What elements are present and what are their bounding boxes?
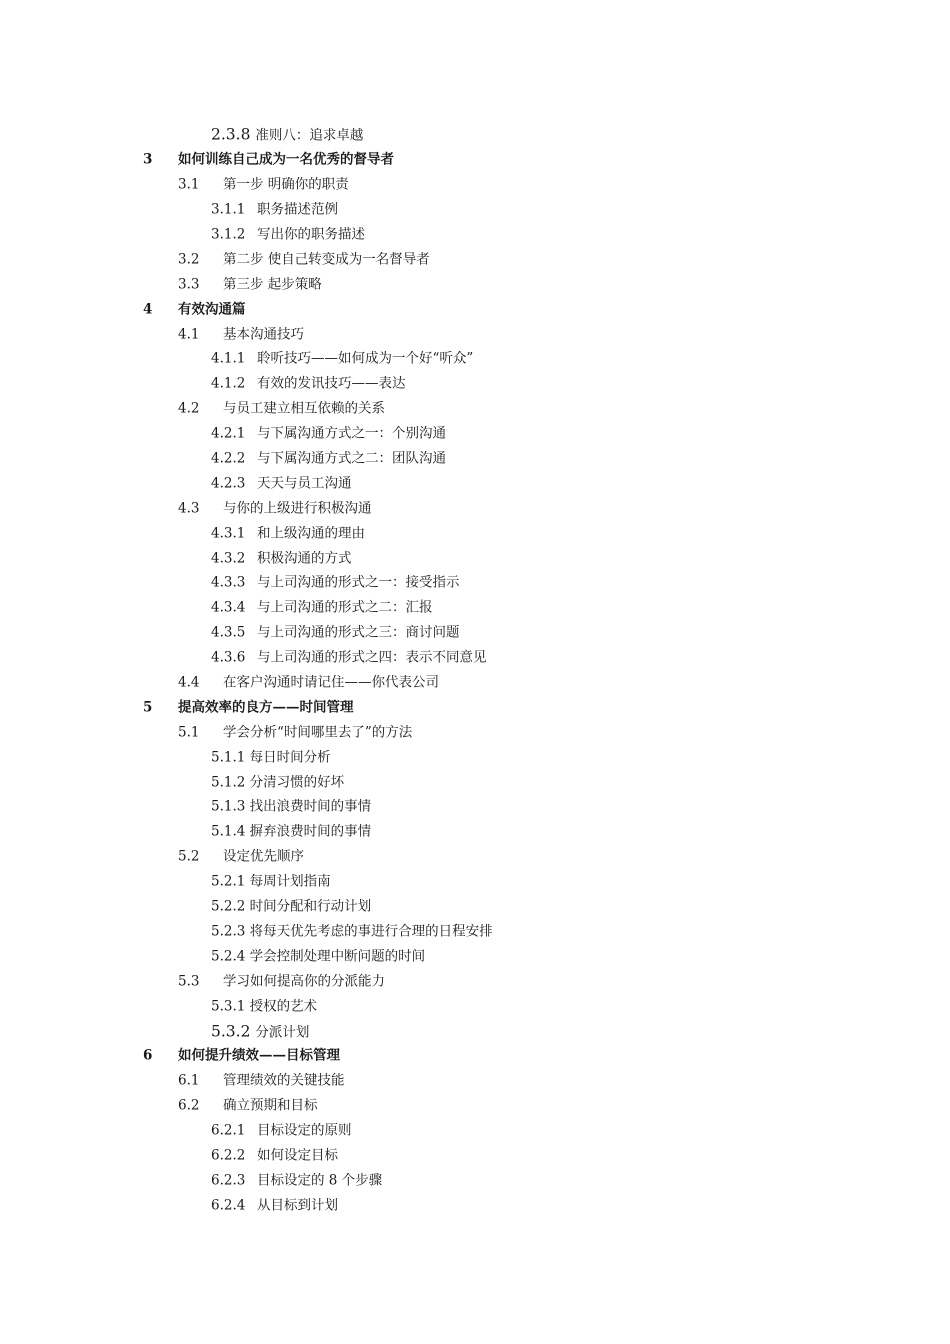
toc-entry-number: 6.2 <box>178 1097 200 1114</box>
toc-entry-title: 第三步 起步策略 <box>223 276 322 293</box>
toc-entry-title: 提高效率的良方——时间管理 <box>178 699 354 716</box>
toc-entry-number: 5.2.3 <box>211 923 246 940</box>
toc-entry-title: 积极沟通的方式 <box>257 549 352 566</box>
toc-entry[interactable] <box>0 720 950 745</box>
toc-entry-number: 6.2.3 <box>211 1172 246 1189</box>
toc-entry-line <box>211 900 371 914</box>
toc-entry-title: 学习如何提高你的分派能力 <box>223 972 385 989</box>
toc-entry-number: 4.2.2 <box>211 450 246 467</box>
toc-entry-number: 2.3.8 <box>211 125 251 144</box>
toc-entry-number: 5.1.2 <box>211 773 246 790</box>
toc-entry-line <box>211 798 372 815</box>
toc-entry-number: 4.2 <box>178 400 200 417</box>
toc-entry-title: 准则八：追求卓越 <box>255 127 364 144</box>
toc-entry[interactable] <box>0 571 950 596</box>
toc-entry-title: 天天与员工沟通 <box>257 475 352 492</box>
toc-entry-title: 基本沟通技巧 <box>223 325 304 342</box>
toc-entry-title: 分清习惯的好坏 <box>249 773 345 790</box>
toc-entry[interactable] <box>0 1119 950 1144</box>
toc-entry-number: 4.3.5 <box>211 624 246 641</box>
toc-entry[interactable] <box>0 471 950 496</box>
toc-entry-number: 4.3.1 <box>211 524 246 541</box>
toc-entry-title: 每周计划指南 <box>249 873 331 890</box>
toc-entry[interactable] <box>0 272 950 297</box>
toc-entry-number: 5.2.2 <box>211 898 246 915</box>
toc-entry[interactable] <box>0 372 950 397</box>
toc-entry[interactable] <box>0 845 950 870</box>
toc-entry-title: 每日时间分析 <box>249 748 331 765</box>
toc-entry-title: 如何提升绩效——目标管理 <box>178 1047 340 1064</box>
toc-entry-number: 5.2 <box>178 848 200 865</box>
toc-entry[interactable] <box>0 646 950 671</box>
toc-entry[interactable] <box>0 322 950 347</box>
toc-entry-number: 4.3.2 <box>211 549 246 566</box>
toc-entry-line <box>211 773 345 790</box>
toc-entry-title: 与上司沟通的形式之三：商讨问题 <box>257 624 460 641</box>
toc-entry-title: 授权的艺术 <box>249 997 318 1014</box>
toc-entry[interactable] <box>0 397 950 422</box>
toc-entry[interactable] <box>0 1044 950 1069</box>
toc-entry-line <box>211 875 331 889</box>
toc-entry-number: 4.3.4 <box>211 599 246 616</box>
toc-entry-number: 3.1.1 <box>211 201 246 218</box>
toc-entry[interactable] <box>0 969 950 994</box>
toc-entry[interactable] <box>0 770 950 795</box>
toc-entry-title: 第二步 使自己转变成为一名督导者 <box>223 251 430 268</box>
toc-entry-line <box>211 1021 310 1040</box>
toc-entry-number: 5.3.2 <box>211 1021 251 1040</box>
toc-entry-title: 找出浪费时间的事情 <box>249 798 372 815</box>
toc-entry-title: 与上司沟通的形式之一：接受指示 <box>257 574 460 591</box>
toc-entry[interactable] <box>0 496 950 521</box>
toc-entry[interactable] <box>0 1144 950 1169</box>
toc-entry-number: 4.1.1 <box>211 350 246 367</box>
toc-entry-title: 与下属沟通方式之一：个别沟通 <box>257 425 446 442</box>
toc-entry[interactable] <box>0 123 950 148</box>
toc-entry-title: 管理绩效的关键技能 <box>223 1072 345 1089</box>
toc-entry-title: 有效沟通篇 <box>178 300 246 317</box>
toc-entry-title: 写出你的职务描述 <box>257 226 365 243</box>
toc-entry-number: 3 <box>143 151 153 168</box>
toc-entry[interactable] <box>0 895 950 920</box>
toc-entry-title: 设定优先顺序 <box>223 848 304 865</box>
toc-entry-title: 和上级沟通的理由 <box>257 524 365 541</box>
toc-entry-title: 如何设定目标 <box>257 1147 338 1164</box>
toc-entry-number: 5.1.3 <box>211 798 246 815</box>
toc-entry-title: 第一步 明确你的职责 <box>223 176 349 193</box>
toc-entry-title: 确立预期和目标 <box>223 1097 318 1114</box>
toc-entry-number: 5.1.4 <box>211 823 246 840</box>
toc-entry-title: 摒弃浪费时间的事情 <box>249 823 372 840</box>
toc-entry[interactable] <box>0 223 950 248</box>
toc-entry-number: 6 <box>143 1047 153 1064</box>
toc-entry-title: 有效的发讯技巧——表达 <box>257 375 406 392</box>
toc-entry[interactable] <box>0 447 950 472</box>
toc-entry-title: 职务描述范例 <box>257 201 338 218</box>
toc-entry[interactable] <box>0 920 950 945</box>
toc-entry[interactable] <box>0 198 950 223</box>
toc-entry-number: 3.1.2 <box>211 226 246 243</box>
toc-entry-title: 目标设定的原则 <box>257 1122 352 1139</box>
toc-entry[interactable] <box>0 671 950 696</box>
toc-entry-title: 从目标到计划 <box>257 1196 338 1213</box>
toc-entry-number: 5.1.1 <box>211 748 246 765</box>
toc-entry-title: 聆听技巧——如何成为一个好“听众” <box>257 350 474 367</box>
toc-entry-title: 时间分配和行动计划 <box>249 898 372 915</box>
toc-entry-line <box>211 925 493 939</box>
toc-entry-number: 4.1.2 <box>211 375 246 392</box>
toc-entry-title: 与上司沟通的形式之二：汇报 <box>257 599 433 616</box>
toc-entry[interactable] <box>0 1094 950 1119</box>
toc-entry-line <box>211 997 318 1014</box>
toc-entry[interactable] <box>0 546 950 571</box>
toc-entry-number: 4.1 <box>178 325 200 342</box>
toc-entry-line <box>211 950 425 964</box>
toc-entry[interactable] <box>0 148 950 173</box>
toc-entry-number: 6.2.2 <box>211 1147 246 1164</box>
toc-entry[interactable] <box>0 944 950 969</box>
table-of-contents <box>0 123 950 1218</box>
toc-entry[interactable] <box>0 795 950 820</box>
toc-entry-title: 如何训练自己成为一名优秀的督导者 <box>178 151 394 168</box>
toc-entry[interactable] <box>0 820 950 845</box>
toc-entry-number: 5.3.1 <box>211 997 246 1014</box>
toc-entry[interactable] <box>0 994 950 1019</box>
toc-entry-title: 与上司沟通的形式之四：表示不同意见 <box>257 649 487 666</box>
toc-entry-number: 4.3.6 <box>211 649 246 666</box>
toc-entry-number: 5.2.4 <box>211 948 246 965</box>
toc-entry[interactable] <box>0 1168 950 1193</box>
toc-entry[interactable] <box>0 347 950 372</box>
toc-entry-title: 分派计划 <box>255 1023 310 1040</box>
toc-entry-number: 3.3 <box>178 276 200 293</box>
toc-entry[interactable] <box>0 1069 950 1094</box>
toc-entry[interactable] <box>0 695 950 720</box>
toc-entry[interactable] <box>0 621 950 646</box>
toc-entry-number: 5.2.1 <box>211 873 246 890</box>
toc-entry-line <box>211 748 331 765</box>
toc-entry-title: 与你的上级进行积极沟通 <box>223 500 372 517</box>
toc-entry-number: 5.3 <box>178 972 200 989</box>
toc-entry[interactable] <box>0 870 950 895</box>
toc-entry-number: 4.3.3 <box>211 574 246 591</box>
toc-entry-number: 4.4 <box>178 674 200 691</box>
toc-entry-number: 4.2.3 <box>211 475 246 492</box>
toc-entry[interactable] <box>0 596 950 621</box>
toc-entry-title: 在客户沟通时请记住——你代表公司 <box>223 674 439 691</box>
toc-entry-line <box>211 125 364 144</box>
toc-entry-title: 学会分析“时间哪里去了”的方法 <box>223 724 413 741</box>
toc-entry-number: 4.3 <box>178 500 200 517</box>
toc-entry[interactable] <box>0 173 950 198</box>
toc-entry-number: 5 <box>143 699 153 716</box>
toc-entry-number: 3.1 <box>178 176 200 193</box>
toc-entry-title: 学会控制处理中断问题的时间 <box>249 948 426 965</box>
toc-entry-number: 6.1 <box>178 1072 200 1089</box>
toc-entry-number: 4 <box>143 300 153 317</box>
toc-entry-title: 与员工建立相互依赖的关系 <box>223 400 385 417</box>
toc-entry[interactable] <box>0 1193 950 1218</box>
toc-entry-line <box>211 823 372 840</box>
toc-entry[interactable] <box>0 247 950 272</box>
toc-entry[interactable] <box>0 521 950 546</box>
toc-entry-number: 6.2.4 <box>211 1196 246 1213</box>
toc-entry-number: 5.1 <box>178 724 200 741</box>
toc-entry[interactable] <box>0 745 950 770</box>
toc-entry-number: 4.2.1 <box>211 425 246 442</box>
toc-entry[interactable] <box>0 422 950 447</box>
toc-entry-number: 6.2.1 <box>211 1122 246 1139</box>
toc-entry[interactable] <box>0 1019 950 1044</box>
toc-entry-number: 3.2 <box>178 251 200 268</box>
toc-entry-title: 目标设定的 8 个步骤 <box>257 1172 383 1189</box>
toc-entry[interactable] <box>0 297 950 322</box>
toc-entry-title: 将每天优先考虑的事进行合理的日程安排 <box>249 923 493 940</box>
toc-entry-title: 与下属沟通方式之二：团队沟通 <box>257 450 446 467</box>
